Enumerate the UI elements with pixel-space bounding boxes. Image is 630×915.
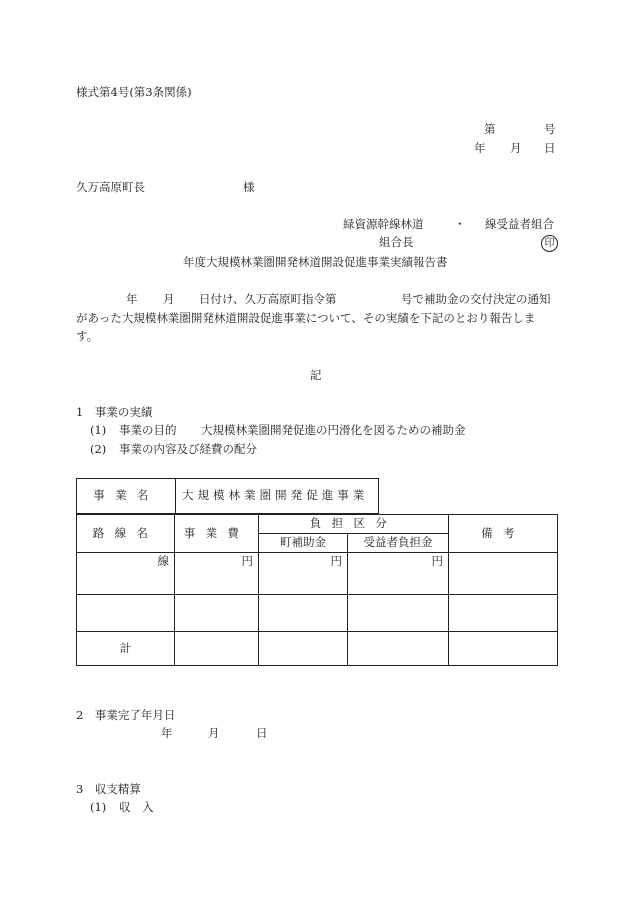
header-remarks: 備考 [449, 515, 558, 553]
report-title: 年度大規模林業圏開発林道開設促進事業実績報告書 [183, 255, 448, 269]
section2-day: 日 [256, 726, 268, 740]
body-line3: す。 [76, 329, 99, 343]
table-cell [259, 632, 348, 666]
header-route-name: 路線名 [77, 515, 175, 553]
table-cell [175, 595, 259, 632]
table-cell [449, 632, 558, 666]
ki-heading: 記 [310, 368, 322, 382]
body-line1-year: 年 [126, 292, 138, 306]
header-burden-division: 負担区分 [259, 515, 449, 534]
body-line1-end: 号で補助金の交付決定の通知 [401, 292, 551, 306]
unit-route: 線 [77, 553, 175, 595]
table-row [77, 632, 558, 666]
table-row [77, 553, 558, 595]
table-cell [449, 595, 558, 632]
project-name-value: 大規模林業圏開発促進事業 [176, 479, 379, 514]
body-line1-text: 日付け、久万高原町指令第 [199, 292, 337, 306]
total-label: 計 [77, 632, 175, 666]
table-row [77, 595, 558, 632]
sender-association-prefix: 緑資源幹線林道 [343, 217, 424, 231]
header-project-cost: 事業費 [175, 515, 259, 553]
sender-association-suffix: 線受益者組合 [485, 217, 554, 231]
sender-dot: ・ [454, 217, 466, 231]
header-town-subsidy: 町補助金 [259, 534, 348, 553]
doc-date-day: 日 [544, 141, 556, 155]
section2-year: 年 [161, 726, 173, 740]
table-cell [175, 632, 259, 666]
section1-item1-label: 事業の目的 [119, 423, 177, 437]
section3-title: 3 収支精算 [76, 782, 141, 796]
unit-beneficiary: 円 [348, 553, 449, 595]
table-cell [449, 553, 558, 595]
section3-item1-num: (1) [90, 800, 107, 814]
seal-mark: 印 [541, 235, 558, 252]
body-line1-month: 月 [163, 292, 175, 306]
header-beneficiary-share: 受益者負担金 [348, 534, 449, 553]
section2-month: 月 [208, 726, 220, 740]
project-name-table [76, 478, 379, 514]
addressee-name: 久万高原町長 [76, 180, 145, 194]
form-label: 様式第4号(第3条関係) [76, 85, 192, 99]
table-cell [259, 595, 348, 632]
project-name-label: 事業名 [77, 479, 176, 514]
table-cell [348, 632, 449, 666]
section1-item2-num: (2) [90, 442, 107, 456]
section1-item2-label: 事業の内容及び経費の配分 [119, 442, 257, 456]
table-cell [348, 595, 449, 632]
doc-date-month: 月 [510, 141, 522, 155]
unit-cost: 円 [175, 553, 259, 595]
section2-title: 2 事業完了年月日 [76, 708, 176, 722]
doc-date-year: 年 [474, 141, 486, 155]
addressee-honorific: 様 [243, 180, 255, 194]
section1-item1-num: (1) [90, 423, 107, 437]
unit-town: 円 [259, 553, 348, 595]
doc-number-dai: 第 [484, 122, 496, 136]
section3-item1-label: 収 入 [119, 800, 154, 814]
section1-title: 1 事業の実績 [76, 405, 153, 419]
body-line2: があった大規模林業圏開発林道開設促進事業について、その実績を下記のとおり報告しま [76, 311, 536, 325]
sender-chair: 組合長 [379, 235, 414, 249]
cost-allocation-table [76, 514, 558, 666]
doc-number-go: 号 [544, 122, 556, 136]
section1-item1-text: 大規模林業圏開発促進の円滑化を図るための補助金 [201, 423, 466, 437]
table-cell [77, 595, 175, 632]
